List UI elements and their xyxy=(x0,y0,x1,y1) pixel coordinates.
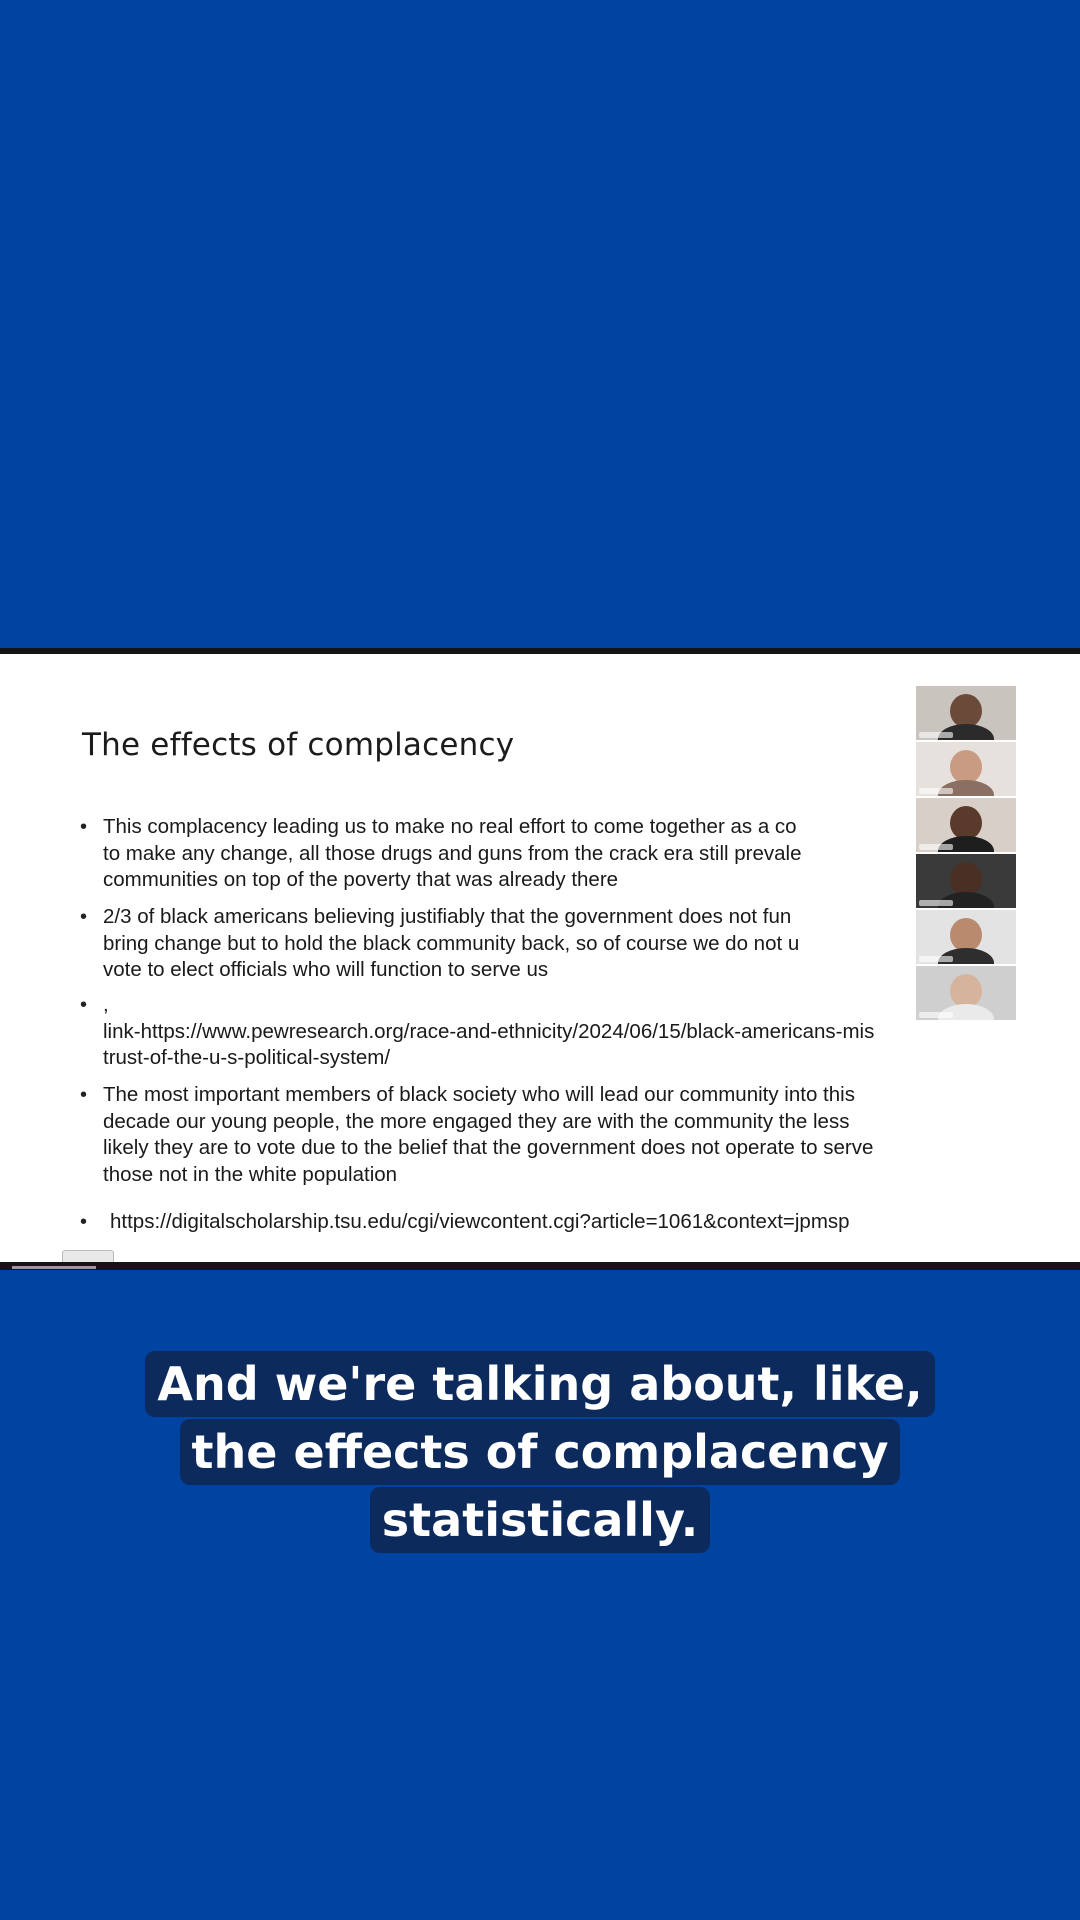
bullet-text: This complacency leading us to make no real effort to come together as a co to make any change, all those drugs and guns from the crack era still prevale communities on top of the poverty that was already there xyxy=(103,815,802,891)
participant-name-tag xyxy=(919,900,953,906)
bullet-text: , link-https://www.pewresearch.org/race-and-ethnicity/2024/06/15/black-americans-mis trust-of-the-u-s-political-system/ xyxy=(103,993,875,1069)
bullet-marker: • xyxy=(80,906,88,928)
participant-name-tag xyxy=(919,1012,953,1018)
bullet-link[interactable]: https://digitalscholarship.tsu.edu/cgi/viewcontent.cgi?article=1061&context=jpmsp xyxy=(110,1210,850,1233)
participant-face xyxy=(950,806,982,840)
bullet-text: The most important members of black society who will lead our community into this decade our young people, the more engaged they are with the community the less likely they are to vote due to the belief that the government does not operate to serve those not in the white population xyxy=(103,1083,874,1186)
participant-name-tag xyxy=(919,732,953,738)
participant-strip xyxy=(916,686,1016,1026)
participant-name-tag xyxy=(919,844,953,850)
participant-tile[interactable] xyxy=(916,854,1016,910)
caption-line: the effects of complacency xyxy=(180,1419,901,1485)
bullet-text: 2/3 of black americans believing justifiably that the government does not fun bring change but to hold the black community back, so of course we do not u vote to elect officials who will function to serve us xyxy=(103,905,800,981)
caption-line: And we're talking about, like, xyxy=(145,1351,934,1417)
participant-tile[interactable] xyxy=(916,686,1016,742)
slide-title: The effects of complacency xyxy=(82,727,515,763)
slide xyxy=(0,654,1080,1262)
participant-name-tag xyxy=(919,788,953,794)
participant-face xyxy=(950,750,982,784)
slide-number-chip[interactable] xyxy=(62,1250,114,1262)
participant-face xyxy=(950,694,982,728)
participant-name-tag xyxy=(919,956,953,962)
participant-tile[interactable] xyxy=(916,910,1016,966)
bullet-marker: • xyxy=(80,1211,88,1233)
progress-bar[interactable] xyxy=(12,1266,96,1269)
caption xyxy=(0,1350,1080,1554)
bullet-marker: • xyxy=(80,816,88,838)
participant-face xyxy=(950,862,982,896)
bullet-marker: • xyxy=(80,994,88,1016)
participant-face xyxy=(950,918,982,952)
participant-tile[interactable] xyxy=(916,966,1016,1022)
caption-line: statistically. xyxy=(370,1487,710,1553)
participant-face xyxy=(950,974,982,1008)
bullet-marker: • xyxy=(80,1084,88,1106)
participant-tile[interactable] xyxy=(916,798,1016,854)
participant-tile[interactable] xyxy=(916,742,1016,798)
presentation-frame xyxy=(0,648,1080,1270)
